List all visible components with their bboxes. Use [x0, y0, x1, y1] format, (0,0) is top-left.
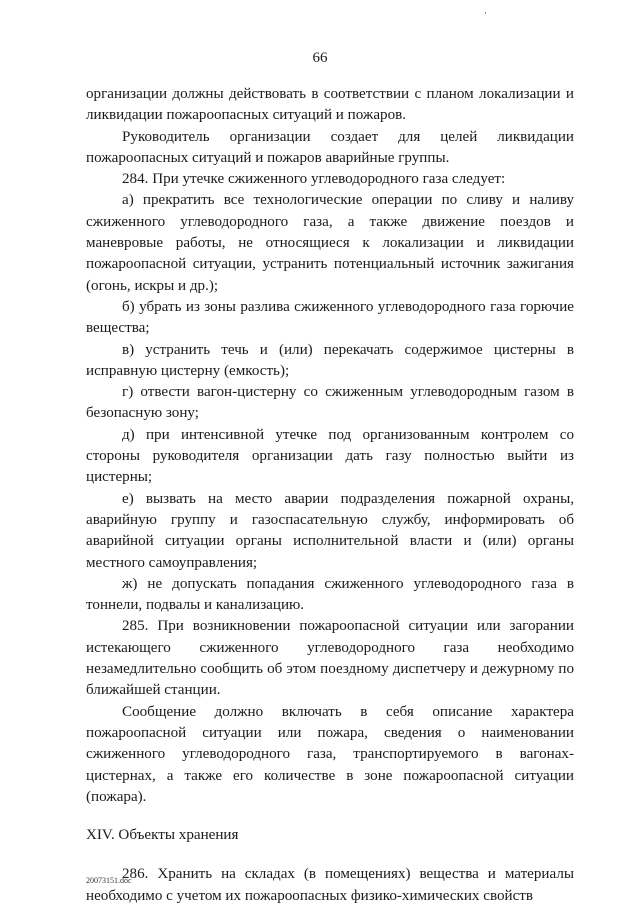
paragraph-284: 284. При утечке сжиженного углеводородного газа следует:	[122, 171, 506, 188]
section-heading: XIV. Объекты хранения	[86, 827, 239, 844]
list-item-e: е) вызвать на место аварии подразделения пожарной охраны, аварийную группу и газоспасательную службу, информировать об аварийной ситуации органы исполнительной власти и (или) органы местного самоуправления;	[86, 490, 574, 571]
list-item-b: б) убрать из зоны разлива сжиженного углеводородного газа горючие вещества;	[86, 298, 574, 337]
list-item-g: г) отвести вагон-цистерну со сжиженным углеводородным газом в безопасную зону;	[86, 384, 574, 422]
list-item-v: в) устранить течь и (или) перекачать содержимое цистерны в исправную цистерну (емкость);	[86, 341, 574, 379]
paragraph-285: 285. При возникновении пожароопасной ситуации или загорании истекающего сжиженного углеводородного газа необходимо незамедлительно сообщить об этом поездному диспетчеру и дежурному по ближайшей станции.	[86, 618, 574, 699]
paragraph: Сообщение должно включать в себя описание характера пожароопасной ситуации или пожара, сведения о наименовании сжиженного углеводородного газа, транспортируемого в вагонах-цистернах, а также его количестве в зоне пожароопасной ситуации (пожара).	[86, 703, 574, 805]
page-number: 66	[312, 50, 328, 66]
paragraph-continuation: организации должны действовать в соответствии с планом локализации и ликвидации пожароопасных ситуаций и пожаров.	[86, 86, 574, 124]
footer-filename: 20073151.doc	[86, 876, 132, 885]
scan-mark	[485, 12, 486, 14]
list-item-zh: ж) не допускать попадания сжиженного углеводородного газа в тоннели, подвалы и канализацию.	[86, 575, 574, 614]
list-item-d: д) при интенсивной утечке под организованным контролем со стороны руководителя организации дать газу полностью выйти из цистерны;	[86, 426, 574, 486]
paragraph-286: 286. Хранить на складах (в помещениях) вещества и материалы необходимо с учетом их пожароопасных физико-химических свойств	[86, 866, 574, 904]
body-text	[86, 84, 574, 907]
paragraph: Руководитель организации создает для целей ликвидации пожароопасных ситуаций и пожаров аварийные группы.	[86, 128, 574, 166]
list-item-a: а) прекратить все технологические операции по сливу и наливу сжиженного углеводородного газа, а также движение поездов и маневровые работы, не относящиеся к локализации и ликвидации пожароопасной ситуации, устранить потенциальный источник зажигания (огонь, искры и др.);	[86, 192, 574, 294]
